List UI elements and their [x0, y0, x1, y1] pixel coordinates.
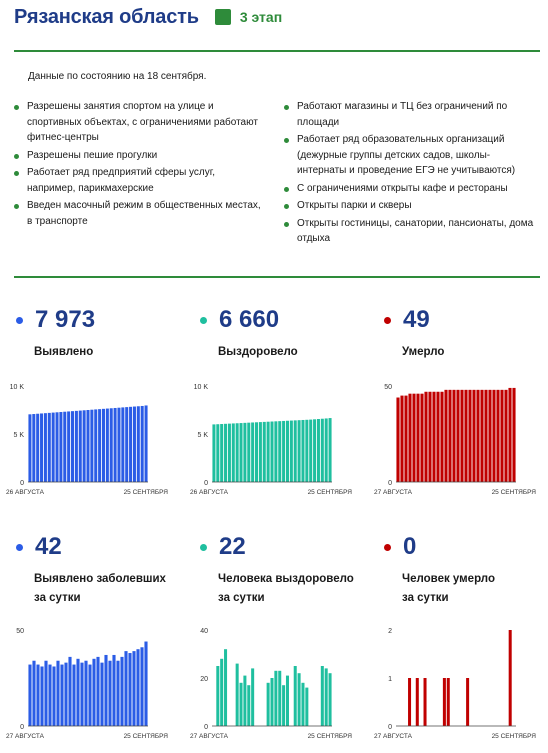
stage-label: 3 этап: [239, 9, 283, 25]
y-tick-label: 0: [388, 724, 392, 731]
bar: [286, 676, 289, 726]
bar: [48, 665, 51, 726]
y-tick-label: 5 K: [13, 432, 24, 439]
bar: [71, 411, 74, 482]
chart-svg: [368, 622, 536, 740]
bar: [325, 668, 328, 726]
bar: [216, 424, 219, 482]
stat-value: 22: [219, 533, 246, 560]
bar: [282, 421, 285, 482]
bar: [512, 388, 515, 482]
stat-label: Выздоровело: [218, 346, 298, 358]
stat-label: Выявлено: [34, 346, 94, 358]
bar: [278, 421, 281, 482]
bullet-dot-icon: [14, 204, 19, 209]
divider-middle: [14, 276, 540, 278]
y-tick-label: 5 K: [197, 432, 208, 439]
bar: [404, 396, 407, 482]
bar: [251, 668, 254, 726]
bar: [480, 390, 483, 482]
bar: [259, 422, 262, 482]
measure-text: Разрешены занятия спортом на улице и спортивных объектах, с ограничениями работают фитнес-центры: [27, 101, 258, 143]
bar: [452, 390, 455, 482]
bar: [325, 418, 328, 482]
bar: [255, 422, 258, 482]
bar: [129, 407, 132, 482]
chart-died-daily: [368, 622, 536, 740]
bar: [136, 649, 139, 726]
bar: [509, 630, 512, 726]
bar: [140, 647, 143, 726]
bar: [329, 418, 332, 482]
bar: [108, 661, 111, 726]
bullet-dot-icon: [200, 317, 207, 324]
bar: [305, 420, 308, 482]
bar: [251, 422, 254, 482]
bar: [274, 671, 277, 726]
y-tick-label: 20: [200, 676, 208, 683]
measure-text: С ограничениями открыты кафе и рестораны: [297, 182, 508, 194]
bar: [96, 657, 99, 726]
bar: [88, 665, 91, 726]
chart-died-total: [368, 378, 536, 496]
x-tick-label-start: 27 АВГУСТА: [190, 733, 228, 740]
bar: [278, 671, 281, 726]
x-tick-label-end: 25 СЕНТЯБРЯ: [491, 489, 536, 496]
y-tick-label: 0: [20, 724, 24, 731]
bullet-dot-icon: [384, 544, 391, 551]
bar: [104, 655, 107, 726]
bar: [236, 664, 239, 726]
bullet-dot-icon: [284, 204, 289, 209]
bullet-dot-icon: [284, 187, 289, 192]
x-tick-label-start: 27 АВГУСТА: [374, 489, 412, 496]
bar: [484, 390, 487, 482]
bar: [102, 409, 105, 482]
bar: [476, 390, 479, 482]
stat-label-line: Выявлено заболевших: [34, 573, 166, 585]
measures-right-list: [284, 99, 534, 249]
y-tick-label: 10 K: [9, 384, 24, 391]
bar: [224, 649, 227, 726]
bar: [52, 413, 55, 482]
bar: [420, 394, 423, 482]
bar: [468, 390, 471, 482]
bar: [243, 423, 246, 482]
bar: [48, 413, 51, 482]
bar: [472, 390, 475, 482]
x-tick-label-end: 25 СЕНТЯБРЯ: [123, 489, 168, 496]
stat-label: Умерло: [402, 346, 445, 358]
bar: [488, 390, 491, 482]
bullet-dot-icon: [200, 544, 207, 551]
bar: [448, 390, 451, 482]
y-tick-label: 50: [384, 384, 392, 391]
bar: [36, 414, 39, 482]
bar: [132, 651, 135, 726]
bar: [120, 657, 123, 726]
bullet-dot-icon: [14, 154, 19, 159]
bar: [294, 420, 297, 482]
bar: [112, 655, 115, 726]
y-tick-label: 0: [204, 724, 208, 731]
bar: [117, 408, 120, 482]
bar: [240, 423, 243, 482]
measure-item: [14, 148, 264, 164]
bullet-dot-icon: [16, 544, 23, 551]
bar: [270, 422, 273, 482]
y-tick-label: 1: [388, 676, 392, 683]
bar: [84, 661, 87, 726]
header: [14, 4, 282, 30]
bar: [79, 411, 82, 482]
bar: [496, 390, 499, 482]
stat-label: [218, 570, 358, 608]
bar: [98, 409, 101, 482]
y-tick-label: 10 K: [193, 384, 208, 391]
bar: [416, 678, 419, 726]
bar: [44, 661, 47, 726]
bar: [240, 683, 243, 726]
bar: [298, 673, 301, 726]
divider-top: [14, 50, 540, 52]
bar: [232, 423, 235, 482]
measure-text: Работает ряд предприятий сферы услуг, например, парикмахерские: [27, 167, 215, 194]
stat-detected-daily: [14, 533, 174, 608]
stat-recovered: [198, 306, 358, 362]
x-tick-label-start: 26 АВГУСТА: [6, 489, 44, 496]
x-tick-label-start: 26 АВГУСТА: [190, 489, 228, 496]
measure-text: Работают магазины и ТЦ без ограничений по площади: [297, 101, 508, 128]
chart-recovered-total: [184, 378, 352, 496]
x-tick-label-start: 27 АВГУСТА: [6, 733, 44, 740]
bar: [100, 663, 103, 726]
stat-label: [34, 570, 174, 608]
y-tick-label: 0: [388, 480, 392, 487]
bar: [396, 398, 399, 482]
bar: [64, 663, 67, 726]
bar: [59, 412, 62, 482]
stat-died: [382, 306, 542, 362]
chart-svg: [184, 622, 352, 740]
x-tick-label-end: 25 СЕНТЯБРЯ: [307, 733, 352, 740]
bar: [124, 651, 127, 726]
bar: [106, 409, 109, 482]
bar: [424, 392, 427, 482]
bar: [86, 410, 89, 482]
bar: [75, 411, 78, 482]
bar: [32, 414, 35, 482]
measure-item: [284, 216, 534, 247]
stage-badge: [215, 9, 282, 25]
bar: [267, 422, 270, 482]
y-tick-label: 50: [16, 628, 24, 635]
stat-value: 7 973: [35, 306, 96, 333]
chart-svg: [368, 378, 536, 496]
bar: [247, 423, 250, 482]
bar: [294, 666, 297, 726]
bar: [504, 390, 507, 482]
bullet-dot-icon: [384, 317, 391, 324]
bar: [412, 394, 415, 482]
bar: [247, 685, 250, 726]
bar: [216, 666, 219, 726]
measure-item: [284, 198, 534, 214]
stat-died-daily: [382, 533, 542, 608]
bar: [137, 406, 140, 482]
bar: [436, 392, 439, 482]
bullet-dot-icon: [14, 171, 19, 176]
stage-color-square: [215, 9, 231, 25]
bar: [133, 407, 136, 482]
bar: [60, 665, 63, 726]
measure-text: Открыты гостиницы, санатории, пансионаты, дома отдыха: [297, 217, 534, 244]
bar: [329, 673, 332, 726]
bar: [92, 659, 95, 726]
bullet-dot-icon: [16, 317, 23, 324]
bar: [40, 666, 43, 726]
measure-text: Введен масочный режим в общественных местах, в транспорте: [27, 200, 261, 227]
bar: [400, 396, 403, 482]
chart-svg: [0, 622, 168, 740]
bar: [243, 676, 246, 726]
bar: [90, 410, 93, 482]
chart-detected-total: [0, 378, 168, 496]
bar: [447, 678, 450, 726]
stat-label-line: Человек умерло: [402, 573, 495, 585]
stat-value: 0: [403, 533, 417, 560]
bar: [428, 392, 431, 482]
bar: [492, 390, 495, 482]
bar: [508, 388, 511, 482]
bar: [408, 394, 411, 482]
stat-value: 49: [403, 306, 430, 333]
bar: [56, 412, 59, 482]
bar: [444, 390, 447, 482]
bar: [464, 390, 467, 482]
bar: [466, 678, 469, 726]
bar: [317, 419, 320, 482]
stat-label-line: за сутки: [218, 592, 265, 604]
bar: [290, 421, 293, 482]
bar: [52, 666, 55, 726]
bullet-dot-icon: [284, 105, 289, 110]
bar: [313, 419, 316, 482]
measure-item: [284, 132, 534, 179]
stat-detected: [14, 306, 174, 362]
bar: [321, 419, 324, 482]
stat-label-line: Человека выздоровело: [218, 573, 354, 585]
bar: [63, 412, 66, 482]
x-tick-label-start: 27 АВГУСТА: [374, 733, 412, 740]
chart-svg: [0, 378, 168, 496]
bar: [36, 665, 39, 726]
measure-item: [284, 181, 534, 197]
bullet-dot-icon: [284, 222, 289, 227]
bar: [282, 685, 285, 726]
bar: [274, 421, 277, 482]
bar: [460, 390, 463, 482]
bar: [416, 394, 419, 482]
bar: [440, 392, 443, 482]
bar: [236, 423, 239, 482]
bar: [263, 422, 266, 482]
x-tick-label-end: 25 СЕНТЯБРЯ: [123, 733, 168, 740]
y-tick-label: 40: [200, 628, 208, 635]
bar: [298, 420, 301, 482]
bar: [270, 678, 273, 726]
chart-recovered-daily: [184, 622, 352, 740]
bar: [125, 407, 128, 482]
bar: [121, 407, 124, 482]
measure-item: [14, 165, 264, 196]
bar: [68, 657, 71, 726]
bar: [28, 414, 31, 482]
bar: [301, 420, 304, 482]
stat-value: 42: [35, 533, 62, 560]
stat-label-line: за сутки: [402, 592, 449, 604]
bar: [67, 411, 70, 482]
bar: [220, 659, 223, 726]
bar: [321, 666, 324, 726]
bar: [144, 642, 147, 726]
bar: [432, 392, 435, 482]
bar: [44, 413, 47, 482]
bar: [408, 678, 411, 726]
bar: [267, 683, 270, 726]
bar: [228, 424, 231, 482]
bar: [500, 390, 503, 482]
bar: [80, 663, 83, 726]
chart-detected-daily: [0, 622, 168, 740]
stat-label-line: за сутки: [34, 592, 81, 604]
bar: [212, 424, 215, 482]
bar: [141, 406, 144, 482]
date-note: Данные по состоянию на 18 сентября.: [28, 71, 207, 82]
stat-recovered-daily: [198, 533, 358, 608]
region-title: Рязанская область: [14, 5, 199, 28]
bar: [32, 661, 35, 726]
bar: [305, 688, 308, 726]
y-tick-label: 0: [20, 480, 24, 487]
bar: [145, 405, 148, 482]
bar: [28, 665, 31, 726]
bar: [456, 390, 459, 482]
bullet-dot-icon: [284, 138, 289, 143]
stat-label: [402, 570, 542, 608]
measure-item: [14, 198, 264, 229]
bar: [443, 678, 446, 726]
bar: [94, 409, 97, 482]
bullet-dot-icon: [14, 105, 19, 110]
bar: [76, 659, 79, 726]
y-tick-label: 2: [388, 628, 392, 635]
chart-svg: [184, 378, 352, 496]
bar: [116, 661, 119, 726]
bar: [56, 661, 59, 726]
bar: [424, 678, 427, 726]
bar: [40, 413, 43, 482]
measure-text: Открыты парки и скверы: [297, 200, 412, 211]
bar: [128, 653, 131, 726]
y-tick-label: 0: [204, 480, 208, 487]
measure-item: [14, 99, 264, 146]
measures-left-list: [14, 99, 264, 231]
x-tick-label-end: 25 СЕНТЯБРЯ: [491, 733, 536, 740]
bar: [301, 683, 304, 726]
stat-value: 6 660: [219, 306, 280, 333]
measure-item: [284, 99, 534, 130]
bar: [286, 421, 289, 482]
bar: [72, 665, 75, 726]
bar: [220, 424, 223, 482]
bar: [224, 424, 227, 482]
bar: [110, 408, 113, 482]
measure-text: Разрешены пешие прогулки: [27, 149, 158, 161]
x-tick-label-end: 25 СЕНТЯБРЯ: [307, 489, 352, 496]
measure-text: Работает ряд образовательных организаций (дежурные группы детских садов, школы-интернаты и проведение ЕГЭ не учитываются): [297, 134, 516, 176]
bar: [83, 410, 86, 482]
bar: [114, 408, 117, 482]
bar: [309, 420, 312, 482]
